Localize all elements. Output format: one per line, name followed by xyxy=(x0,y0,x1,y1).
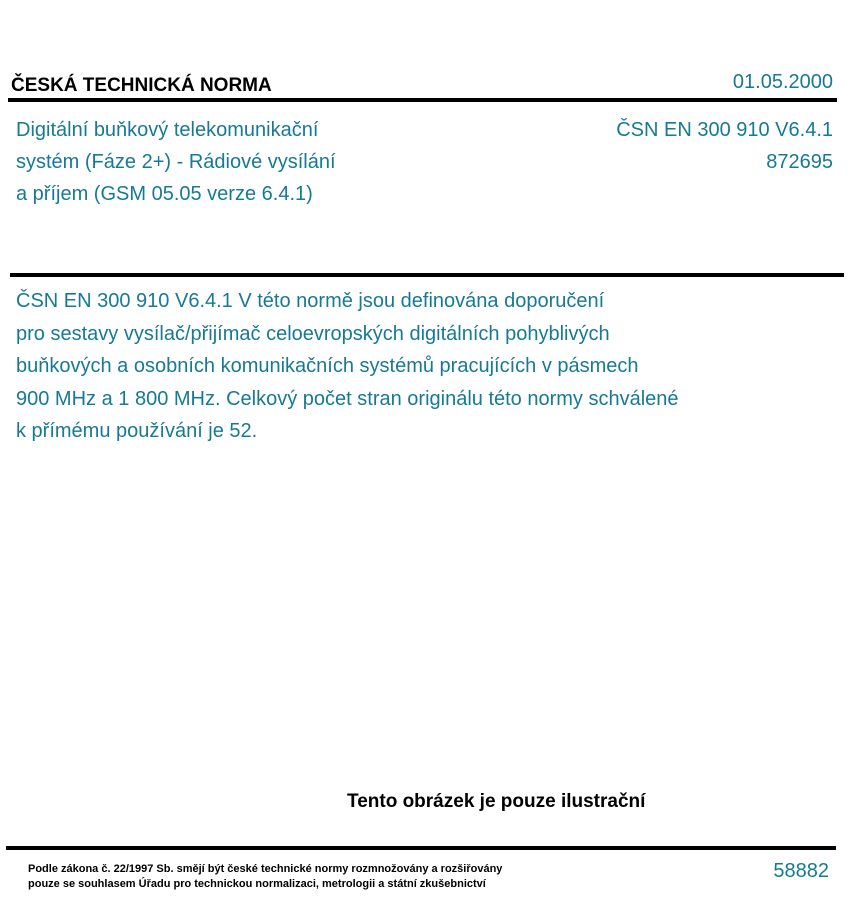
summary-line: 900 MHz a 1 800 MHz. Celkový počet stran originálu této normy schválené xyxy=(16,387,679,410)
publication-date: 01.05.2000 xyxy=(732,71,833,93)
standard-designation: ČSN EN 300 910 V6.4.1 xyxy=(616,119,833,141)
standard-summary xyxy=(16,285,776,448)
standard-title-line: systém (Fáze 2+) - Rádiové vysílání xyxy=(16,151,336,173)
legal-notice-line: Podle zákona č. 22/1997 Sb. smějí být české technické normy rozmnožovány a rozšiřovány xyxy=(28,863,503,875)
legal-notice-line: pouze se souhlasem Úřadu pro technickou normalizaci, metrologii a státní zkušebnictví xyxy=(28,878,486,890)
standard-title-line: a příjem (GSM 05.05 verze 6.4.1) xyxy=(16,183,313,205)
document-type-heading: ČESKÁ TECHNICKÁ NORMA xyxy=(11,75,272,96)
catalog-number: 872695 xyxy=(766,151,833,173)
summary-line: buňkových a osobních komunikačních systémů pracujících v pásmech xyxy=(16,355,639,377)
summary-line: pro sestavy vysílač/přijímač celoevropských digitálních pohyblivých xyxy=(16,322,610,345)
summary-line: k přímému používání je 52. xyxy=(16,420,258,442)
legal-notice xyxy=(28,862,502,892)
summary-line: ČSN EN 300 910 V6.4.1 V této normě jsou definována doporučení xyxy=(16,290,605,312)
illustration-notice: Tento obrázek je pouze ilustrační xyxy=(347,791,646,812)
bottom-divider xyxy=(6,846,836,850)
middle-divider xyxy=(10,273,844,277)
standard-title xyxy=(16,114,336,210)
standard-title-line: Digitální buňkový telekomunikační xyxy=(16,119,319,141)
standard-identification xyxy=(616,114,833,178)
footer-number: 58882 xyxy=(773,860,829,882)
top-divider xyxy=(8,98,837,102)
